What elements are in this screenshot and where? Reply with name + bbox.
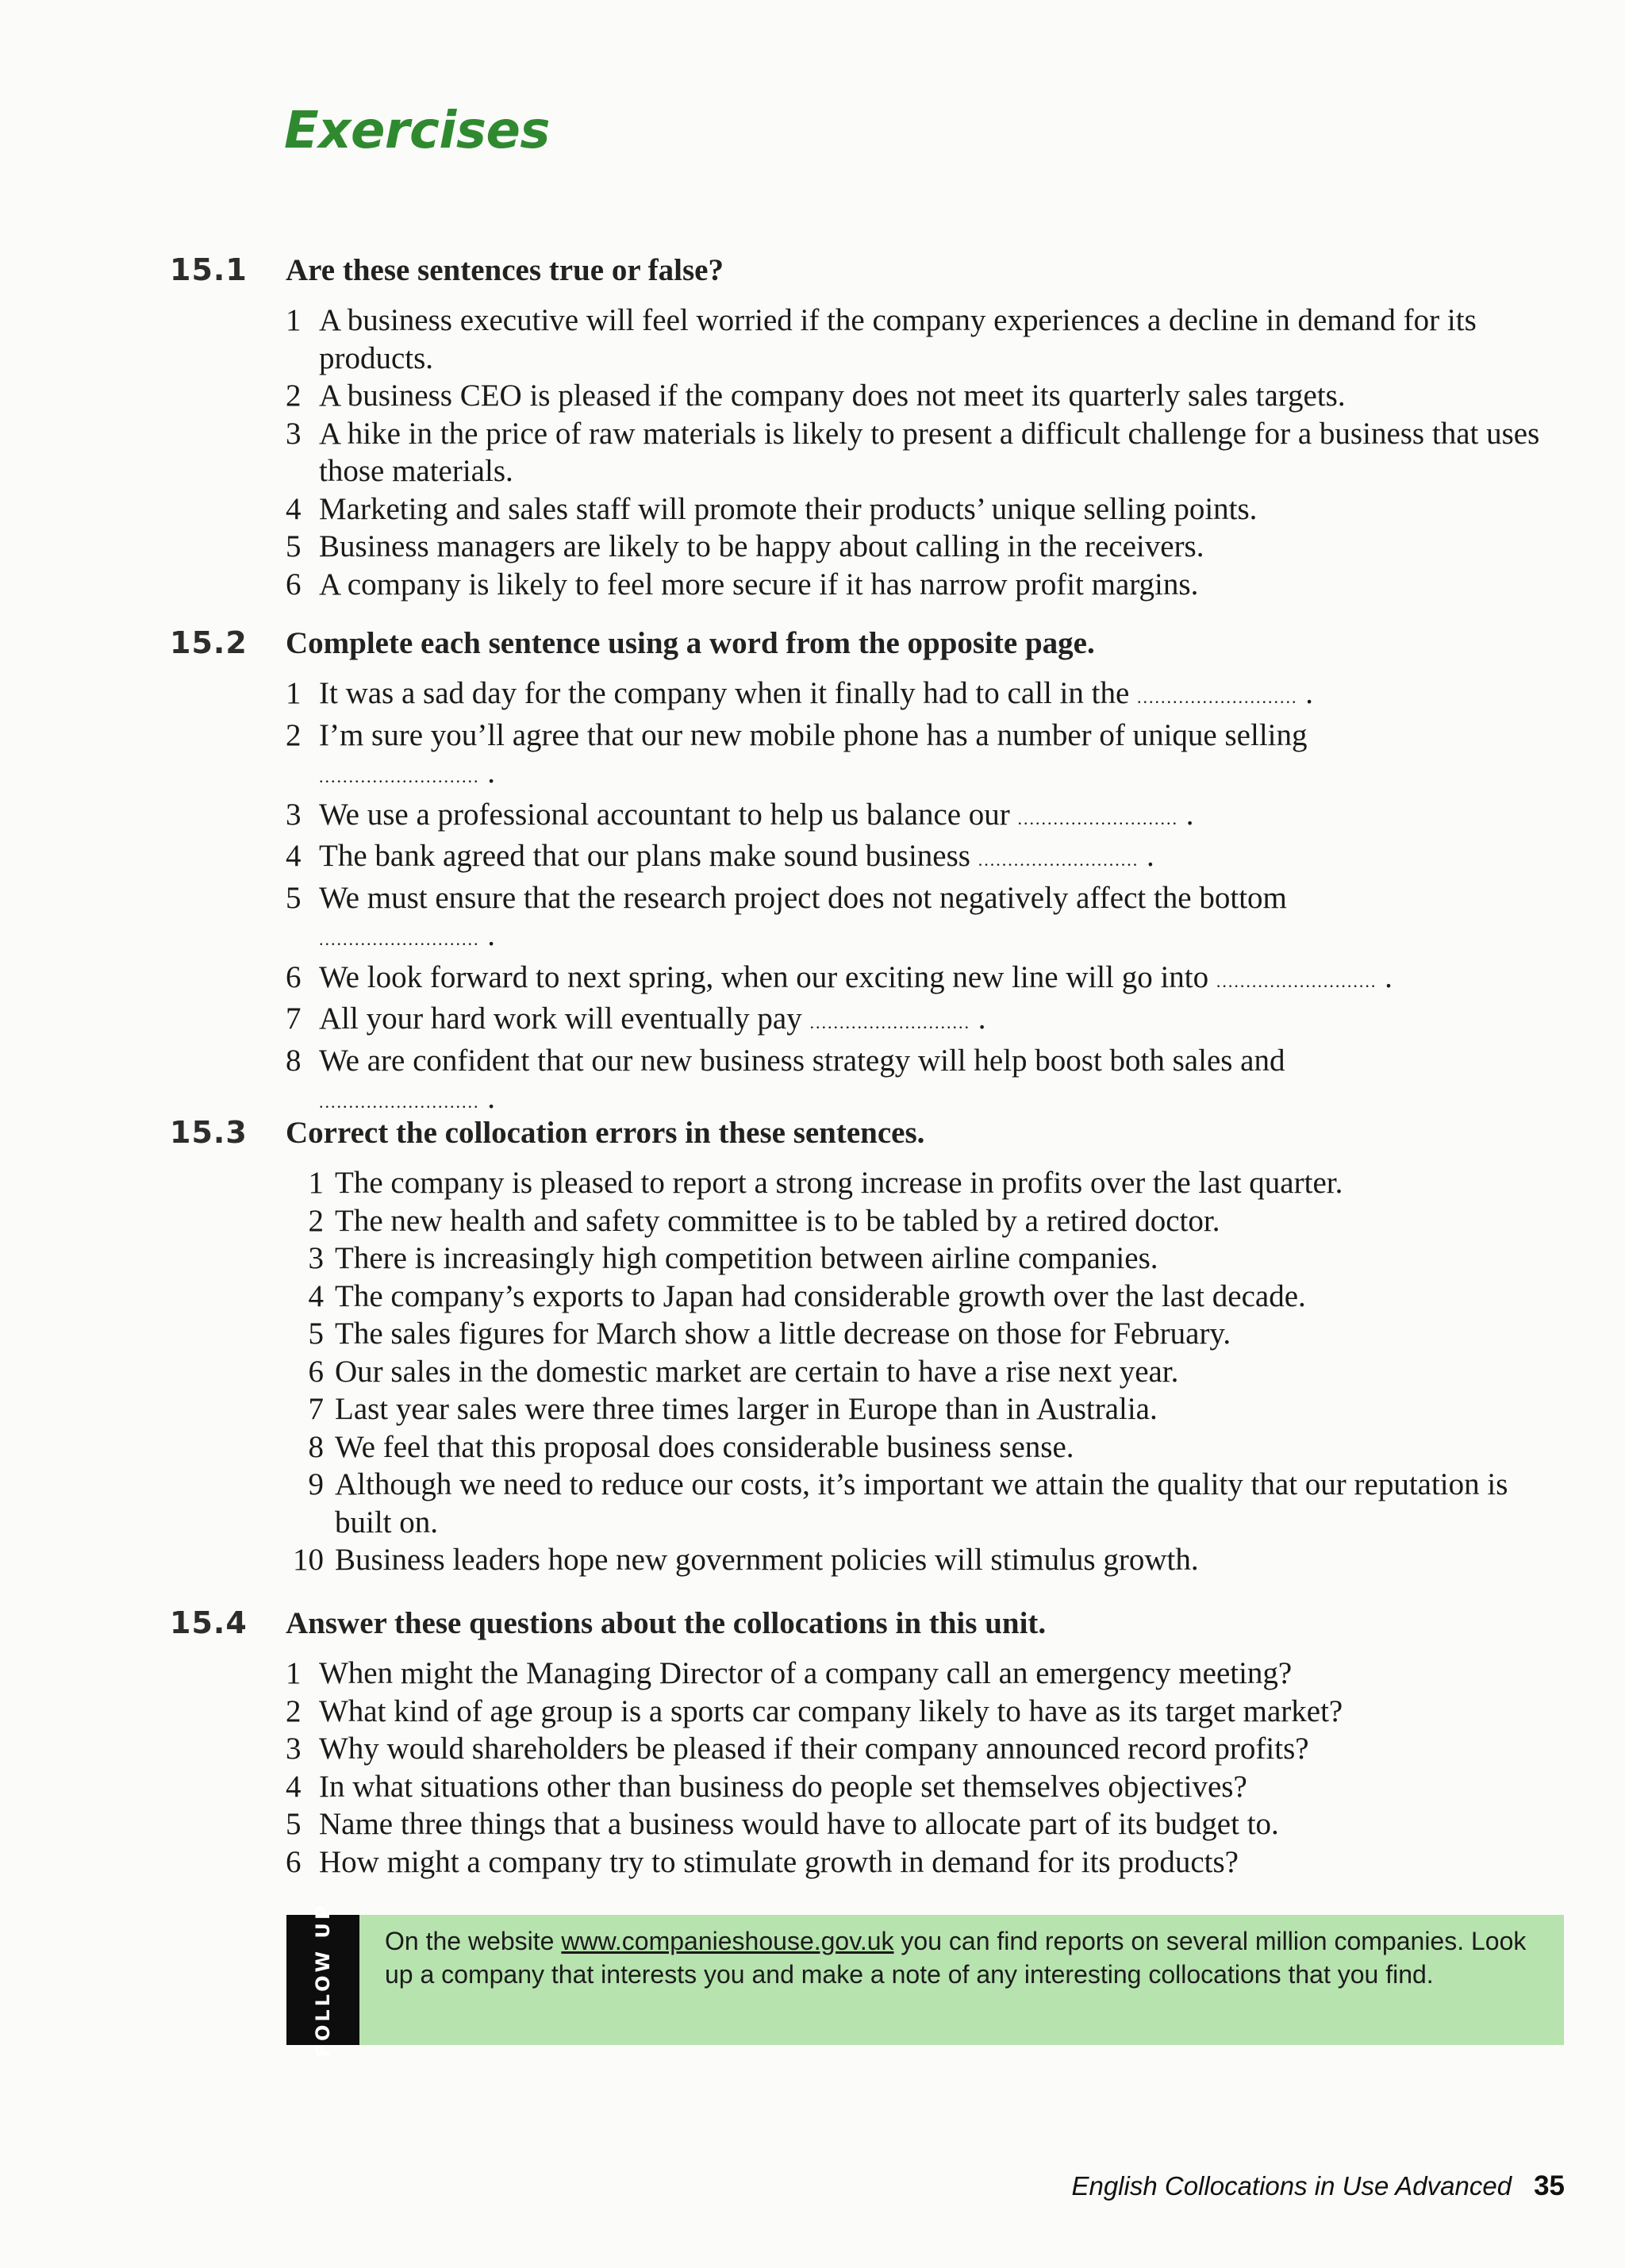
item-text: The sales figures for March show a little decrease on those for February. bbox=[335, 1317, 1231, 1351]
item-text: We feel that this proposal does considerable business sense. bbox=[335, 1429, 1074, 1464]
list-item bbox=[286, 675, 1571, 717]
item-text: When might the Managing Director of a company call an emergency meeting? bbox=[319, 1656, 1293, 1690]
item-number: 8 bbox=[308, 1429, 324, 1464]
item-text: In what situations other than business do people set themselves objectives? bbox=[319, 1769, 1247, 1804]
item-number: 6 bbox=[308, 1354, 324, 1389]
answer-blank: ........................... bbox=[1216, 971, 1377, 991]
list-item bbox=[286, 1541, 1571, 1579]
item-text: The company is pleased to report a strong increase in profits over the last quarter. bbox=[335, 1166, 1343, 1200]
item-text: We must ensure that the research project does not negatively affect the bottom bbox=[319, 880, 1287, 915]
list-item bbox=[286, 1000, 1571, 1042]
list-item bbox=[286, 1768, 1571, 1806]
follow-up-box bbox=[286, 1902, 1564, 2058]
follow-up-tab bbox=[286, 1902, 359, 2058]
item-number: 6 bbox=[286, 1844, 302, 1879]
exercise-items bbox=[286, 1655, 1571, 1881]
item-number: 5 bbox=[286, 1807, 302, 1841]
answer-blank: ........................... bbox=[319, 929, 480, 949]
list-item bbox=[286, 717, 1571, 796]
list-item bbox=[286, 1466, 1571, 1541]
item-text: Why would shareholders be pleased if their company announced record profits? bbox=[319, 1732, 1309, 1766]
item-text: A business executive will feel worried if the company experiences a decline in demand for its products. bbox=[319, 303, 1477, 375]
list-item bbox=[286, 415, 1571, 490]
item-text: The new health and safety committee is to be tabled by a retired doctor. bbox=[335, 1203, 1220, 1238]
exercise-items bbox=[286, 1164, 1571, 1579]
list-item bbox=[286, 1353, 1571, 1391]
sentence-end: . bbox=[1146, 839, 1154, 873]
sentence-end: . bbox=[1185, 797, 1194, 832]
item-text: Our sales in the domestic market are certain to have a rise next year. bbox=[335, 1354, 1179, 1389]
item-text: A company is likely to feel more secure if it has narrow profit margins. bbox=[319, 567, 1199, 602]
list-item bbox=[286, 1315, 1571, 1353]
sentence-end: . bbox=[978, 1001, 986, 1036]
sentence-end: . bbox=[487, 918, 495, 952]
list-item bbox=[286, 1655, 1571, 1693]
follow-up-text-end: you can find reports on several million companies. Look up a company that interests you and make a note of any interesting collocations that you find. bbox=[385, 1927, 1527, 1989]
item-text: Business managers are likely to be happy about calling in the receivers. bbox=[319, 529, 1204, 563]
exercise-instruction: Correct the collocation errors in these sentences. bbox=[286, 1116, 925, 1150]
website-link[interactable]: www.companieshouse.gov.uk bbox=[561, 1927, 894, 1955]
item-text: A business CEO is pleased if the company does not meet its quarterly sales targets. bbox=[319, 379, 1346, 413]
page-footer bbox=[1071, 2170, 1565, 2202]
item-number: 6 bbox=[286, 959, 302, 994]
exercise-number: 15.4 bbox=[170, 1605, 248, 1640]
list-item bbox=[286, 1042, 1571, 1121]
item-number: 7 bbox=[308, 1392, 324, 1426]
item-text: Although we need to reduce our costs, it’s important we attain the quality that our reputation is built on. bbox=[335, 1467, 1508, 1540]
item-text: Name three things that a business would have to allocate part of its budget to. bbox=[319, 1807, 1279, 1841]
list-item bbox=[286, 879, 1571, 959]
sentence-end: . bbox=[487, 755, 495, 790]
list-item bbox=[286, 528, 1571, 566]
item-number: 10 bbox=[293, 1543, 324, 1577]
exercise-number: 15.1 bbox=[170, 252, 248, 287]
item-text: We are confident that our new business strategy will help boost both sales and bbox=[319, 1043, 1285, 1078]
list-item bbox=[286, 1693, 1571, 1731]
item-number: 5 bbox=[286, 880, 302, 915]
item-number: 8 bbox=[286, 1043, 302, 1078]
exercise-number: 15.2 bbox=[170, 625, 248, 660]
item-text: A hike in the price of raw materials is likely to present a difficult challenge for a business that uses those materials. bbox=[319, 416, 1540, 488]
item-number: 3 bbox=[286, 416, 302, 451]
item-number: 2 bbox=[308, 1203, 324, 1238]
exercise-items bbox=[286, 675, 1571, 1121]
page-number: 35 bbox=[1534, 2170, 1565, 2201]
item-number: 1 bbox=[286, 676, 302, 710]
item-number: 5 bbox=[308, 1317, 324, 1351]
item-number: 2 bbox=[286, 717, 302, 752]
sentence-end: . bbox=[1385, 959, 1393, 994]
list-item bbox=[286, 566, 1571, 604]
list-item bbox=[286, 1390, 1571, 1428]
item-number: 4 bbox=[308, 1278, 324, 1313]
item-number: 6 bbox=[286, 567, 302, 602]
item-text: There is increasingly high competition between airline companies. bbox=[335, 1241, 1158, 1275]
item-text: Marketing and sales staff will promote their products’ unique selling points. bbox=[319, 491, 1258, 526]
answer-blank: ........................... bbox=[319, 1092, 480, 1112]
list-item bbox=[286, 1278, 1571, 1316]
item-number: 1 bbox=[286, 303, 302, 337]
list-item bbox=[286, 1240, 1571, 1278]
item-number: 2 bbox=[286, 1693, 302, 1728]
item-number: 7 bbox=[286, 1001, 302, 1036]
item-text: The company’s exports to Japan had considerable growth over the last decade. bbox=[335, 1278, 1306, 1313]
item-number: 1 bbox=[308, 1166, 324, 1200]
item-text: It was a sad day for the company when it finally had to call in the bbox=[319, 676, 1130, 710]
exercise-instruction: Complete each sentence using a word from the opposite page. bbox=[286, 626, 1095, 660]
item-text: Last year sales were three times larger in Europe than in Australia. bbox=[335, 1392, 1158, 1426]
answer-blank: ........................... bbox=[809, 1013, 970, 1032]
list-item bbox=[286, 1843, 1571, 1882]
answer-blank: ........................... bbox=[1137, 687, 1298, 707]
item-number: 5 bbox=[286, 529, 302, 563]
follow-up-text bbox=[385, 1924, 1543, 1991]
list-item bbox=[286, 302, 1571, 377]
item-number: 3 bbox=[308, 1241, 324, 1275]
exercise-instruction: Are these sentences true or false? bbox=[286, 253, 724, 287]
item-text: The bank agreed that our plans make sound business bbox=[319, 839, 970, 873]
item-text: Business leaders hope new government policies will stimulus growth. bbox=[335, 1543, 1199, 1577]
item-number: 4 bbox=[286, 839, 302, 873]
list-item bbox=[286, 837, 1571, 879]
list-item bbox=[286, 1202, 1571, 1240]
item-text: What kind of age group is a sports car company likely to have as its target market? bbox=[319, 1693, 1343, 1728]
page-title: Exercises bbox=[284, 102, 550, 160]
item-number: 9 bbox=[308, 1467, 324, 1501]
follow-up-text-start: On the website bbox=[385, 1927, 562, 1955]
item-text: We use a professional accountant to help us balance our bbox=[319, 797, 1010, 832]
answer-blank: ........................... bbox=[978, 850, 1139, 870]
item-text: We look forward to next spring, when our exciting new line will go into bbox=[319, 959, 1209, 994]
exercise-items bbox=[286, 302, 1571, 603]
book-title: English Collocations in Use Advanced bbox=[1071, 2171, 1512, 2201]
list-item bbox=[286, 796, 1571, 838]
item-number: 4 bbox=[286, 1769, 302, 1804]
item-text: I’m sure you’ll agree that our new mobile phone has a number of unique selling bbox=[319, 717, 1308, 752]
follow-up-tab-label: FOLLOW UP bbox=[312, 1902, 334, 2058]
answer-blank: ........................... bbox=[1017, 808, 1179, 828]
item-text: How might a company try to stimulate growth in demand for its products? bbox=[319, 1844, 1239, 1879]
answer-blank: ........................... bbox=[319, 767, 480, 786]
list-item bbox=[286, 490, 1571, 529]
exercise-number: 15.3 bbox=[170, 1115, 248, 1150]
exercise-instruction: Answer these questions about the collocations in this unit. bbox=[286, 1606, 1047, 1640]
item-text: All your hard work will eventually pay bbox=[319, 1001, 802, 1036]
item-number: 1 bbox=[286, 1656, 302, 1690]
list-item bbox=[286, 1730, 1571, 1768]
sentence-end: . bbox=[487, 1081, 495, 1115]
list-item bbox=[286, 1428, 1571, 1467]
item-number: 3 bbox=[286, 1732, 302, 1766]
list-item bbox=[286, 377, 1571, 415]
list-item bbox=[286, 1164, 1571, 1202]
list-item bbox=[286, 959, 1571, 1001]
item-number: 4 bbox=[286, 491, 302, 526]
item-number: 3 bbox=[286, 797, 302, 832]
sentence-end: . bbox=[1305, 676, 1314, 710]
item-number: 2 bbox=[286, 379, 302, 413]
list-item bbox=[286, 1805, 1571, 1843]
